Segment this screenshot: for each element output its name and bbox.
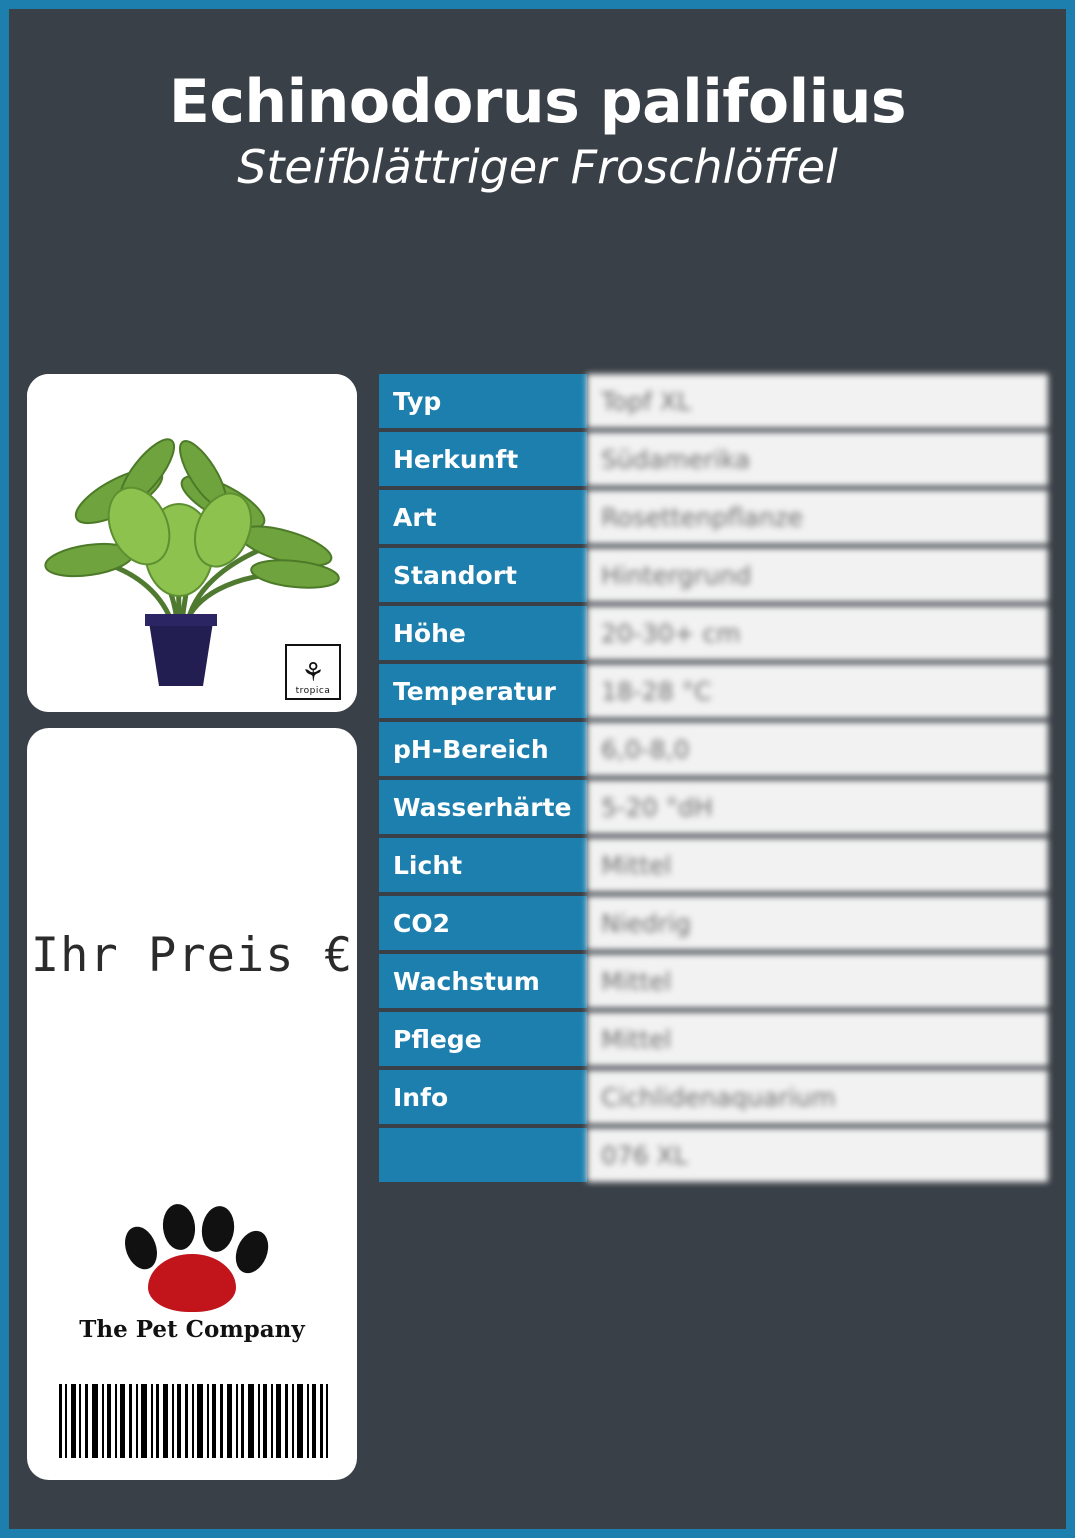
attribute-key: Typ [379, 374, 587, 428]
attribute-value: Topf XL [587, 374, 1048, 428]
plant-photo [27, 374, 357, 712]
attribute-key: pH-Bereich [379, 722, 587, 776]
attribute-value: 076 XL [587, 1128, 1048, 1182]
table-row [379, 548, 1048, 602]
table-row [379, 1070, 1048, 1124]
attribute-key: Pflege [379, 1012, 587, 1066]
tropica-name: tropica [295, 686, 331, 696]
price-panel [27, 728, 357, 1480]
attribute-key: Temperatur [379, 664, 587, 718]
attribute-key [379, 1128, 587, 1182]
attribute-key: Licht [379, 838, 587, 892]
table-row [379, 722, 1048, 776]
attribute-value: Hintergrund [587, 548, 1048, 602]
table-row [379, 954, 1048, 1008]
tropica-logo [285, 644, 341, 700]
attribute-key: Wachstum [379, 954, 587, 1008]
attribute-value: Mittel [587, 838, 1048, 892]
table-row [379, 780, 1048, 834]
brand-block [27, 1198, 357, 1343]
attribute-value: 5-20 °dH [587, 780, 1048, 834]
table-row [379, 1012, 1048, 1066]
attribute-value: 20-30+ cm [587, 606, 1048, 660]
attribute-value: Mittel [587, 954, 1048, 1008]
attribute-key: Art [379, 490, 587, 544]
attribute-value: Rosettenpflanze [587, 490, 1048, 544]
attributes-table [379, 374, 1048, 1186]
attribute-value: Mittel [587, 1012, 1048, 1066]
attribute-value: 18-28 °C [587, 664, 1048, 718]
table-row [379, 664, 1048, 718]
table-row [379, 432, 1048, 486]
paw-icon [112, 1198, 272, 1310]
table-row [379, 374, 1048, 428]
attribute-value: 6,0-8,0 [587, 722, 1048, 776]
attribute-key: Wasserhärte [379, 780, 587, 834]
table-row [379, 606, 1048, 660]
attribute-value: Niedrig [587, 896, 1048, 950]
table-row [379, 490, 1048, 544]
left-column [27, 374, 357, 1480]
price-label: Ihr Preis € [30, 928, 354, 983]
attribute-value: Südamerika [587, 432, 1048, 486]
attribute-key: CO2 [379, 896, 587, 950]
page-subtitle: Steifblättriger Froschlöffel [237, 140, 838, 194]
plant-label-card [9, 9, 1066, 1529]
barcode [57, 1384, 329, 1458]
brand-name: The Pet Company [79, 1316, 305, 1343]
attribute-key: Standort [379, 548, 587, 602]
body-area [9, 364, 1066, 1529]
page-title: Echinodorus palifolius [168, 67, 907, 137]
attribute-key: Herkunft [379, 432, 587, 486]
attribute-key: Info [379, 1070, 587, 1124]
header [9, 9, 1066, 193]
tropica-mark: ⚘ [301, 658, 325, 688]
table-row [379, 838, 1048, 892]
table-row [379, 896, 1048, 950]
table-row [379, 1128, 1048, 1182]
attribute-value: Cichlidenaquarium [587, 1070, 1048, 1124]
attribute-key: Höhe [379, 606, 587, 660]
